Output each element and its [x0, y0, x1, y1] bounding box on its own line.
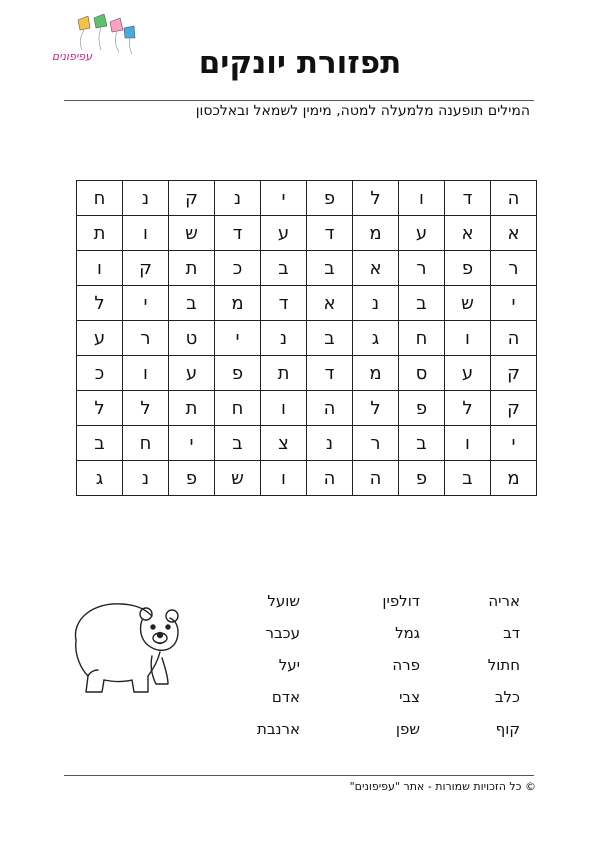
grid-cell: ד [445, 181, 491, 216]
grid-cell: ק [123, 251, 169, 286]
grid-cell: צ [261, 426, 307, 461]
grid-cell: ע [445, 356, 491, 391]
grid-cell: ה [491, 181, 537, 216]
word-item: חתול [487, 656, 520, 674]
grid-cell: ק [491, 391, 537, 426]
grid-cell: נ [307, 426, 353, 461]
grid-cell: י [261, 181, 307, 216]
grid-cell: נ [353, 286, 399, 321]
grid-cell: א [445, 216, 491, 251]
word-item: שפן [395, 720, 420, 738]
grid-cell: ע [399, 216, 445, 251]
grid-cell: ג [77, 461, 123, 496]
grid-cell: ע [77, 321, 123, 356]
word-item: אדם [271, 688, 300, 706]
grid-cell: מ [491, 461, 537, 496]
grid-cell: מ [353, 216, 399, 251]
grid-cell: פ [169, 461, 215, 496]
grid-cell: נ [123, 461, 169, 496]
grid-cell: ה [307, 391, 353, 426]
grid-cell: נ [215, 181, 261, 216]
grid-cell: ק [169, 181, 215, 216]
grid-cell: מ [215, 286, 261, 321]
grid-row [77, 391, 537, 426]
bear-illustration [62, 580, 182, 700]
grid-cell: ב [399, 286, 445, 321]
grid-cell: א [307, 286, 353, 321]
bottom-divider [64, 775, 534, 776]
grid-cell: פ [445, 251, 491, 286]
grid-cell: ש [445, 286, 491, 321]
grid-cell: ל [445, 391, 491, 426]
word-item: דב [503, 624, 520, 642]
grid-row [77, 251, 537, 286]
grid-cell: ב [261, 251, 307, 286]
word-item: צבי [399, 688, 420, 706]
grid-cell: ו [123, 356, 169, 391]
grid-cell: ר [123, 321, 169, 356]
copyright-footer: © כל הזכויות שמורות - אתר "עפיפונים" [349, 780, 536, 793]
grid-row [77, 321, 537, 356]
grid-cell: י [215, 321, 261, 356]
word-item: גמל [395, 624, 420, 642]
word-list [200, 590, 520, 741]
grid-cell: א [353, 251, 399, 286]
grid-row [77, 216, 537, 251]
grid-cell: נ [123, 181, 169, 216]
grid-cell: ה [491, 321, 537, 356]
grid-cell: ל [77, 286, 123, 321]
grid-cell: פ [215, 356, 261, 391]
grid-cell: ט [169, 321, 215, 356]
grid-cell: ב [307, 321, 353, 356]
grid-cell: ו [261, 461, 307, 496]
grid-cell: ב [399, 426, 445, 461]
grid-row [77, 426, 537, 461]
grid-cell: ג [353, 321, 399, 356]
grid-cell: ש [215, 461, 261, 496]
instructions: המילים תופענה מלמעלה למטה, מימין לשמאל ובאלכסון [195, 103, 530, 119]
grid-cell: ר [399, 251, 445, 286]
word-item: יעל [278, 656, 300, 674]
grid-cell: ו [123, 216, 169, 251]
grid-cell: ה [353, 461, 399, 496]
grid-cell: כ [215, 251, 261, 286]
grid-cell: י [491, 286, 537, 321]
grid-cell: ח [399, 321, 445, 356]
grid-cell: ד [307, 216, 353, 251]
grid-cell: ת [169, 251, 215, 286]
grid-row [77, 356, 537, 391]
grid-cell: ב [77, 426, 123, 461]
word-item: פרה [392, 656, 420, 674]
grid-cell: ס [399, 356, 445, 391]
grid-cell: ה [307, 461, 353, 496]
grid-cell: ר [491, 251, 537, 286]
word-item: שועל [267, 592, 300, 610]
grid-cell: ב [445, 461, 491, 496]
grid-cell: ו [261, 391, 307, 426]
grid-cell: ו [445, 321, 491, 356]
grid-cell: פ [399, 461, 445, 496]
grid-cell: ח [77, 181, 123, 216]
grid-cell: ל [123, 391, 169, 426]
grid-cell: י [169, 426, 215, 461]
grid-cell: נ [261, 321, 307, 356]
grid-cell: י [123, 286, 169, 321]
grid-cell: ת [77, 216, 123, 251]
grid-cell: ת [169, 391, 215, 426]
grid-cell: ש [169, 216, 215, 251]
word-item: דולפין [382, 592, 420, 610]
grid-cell: ב [215, 426, 261, 461]
grid-cell: ד [261, 286, 307, 321]
grid-row [77, 286, 537, 321]
top-divider [64, 100, 534, 101]
grid-cell: י [491, 426, 537, 461]
logo-text: עפיפונים [51, 50, 93, 63]
word-search-grid [76, 180, 537, 496]
grid-cell: מ [353, 356, 399, 391]
grid-cell: ב [169, 286, 215, 321]
word-item: עכבר [265, 624, 300, 642]
grid-cell: ל [353, 391, 399, 426]
grid-cell: ד [215, 216, 261, 251]
grid-row [77, 181, 537, 216]
grid-cell: ו [77, 251, 123, 286]
grid-cell: פ [399, 391, 445, 426]
grid-cell: א [491, 216, 537, 251]
grid-cell: ע [169, 356, 215, 391]
grid-cell: ח [123, 426, 169, 461]
grid-cell: ל [353, 181, 399, 216]
grid-cell: ת [261, 356, 307, 391]
word-item: אריה [488, 592, 520, 610]
word-item: ארנבת [256, 720, 300, 738]
grid-cell: ו [445, 426, 491, 461]
grid-cell: ר [353, 426, 399, 461]
grid-cell: ל [77, 391, 123, 426]
grid-cell: ע [261, 216, 307, 251]
page-title: תפזורת יונקים [198, 45, 402, 81]
grid-cell: כ [77, 356, 123, 391]
grid-cell: ו [399, 181, 445, 216]
grid-cell: ק [491, 356, 537, 391]
grid-cell: ח [215, 391, 261, 426]
grid-cell: ד [307, 356, 353, 391]
grid-row [77, 461, 537, 496]
grid-cell: ב [307, 251, 353, 286]
word-item: קוף [495, 720, 520, 738]
word-item: כלב [494, 688, 520, 706]
grid-cell: פ [307, 181, 353, 216]
